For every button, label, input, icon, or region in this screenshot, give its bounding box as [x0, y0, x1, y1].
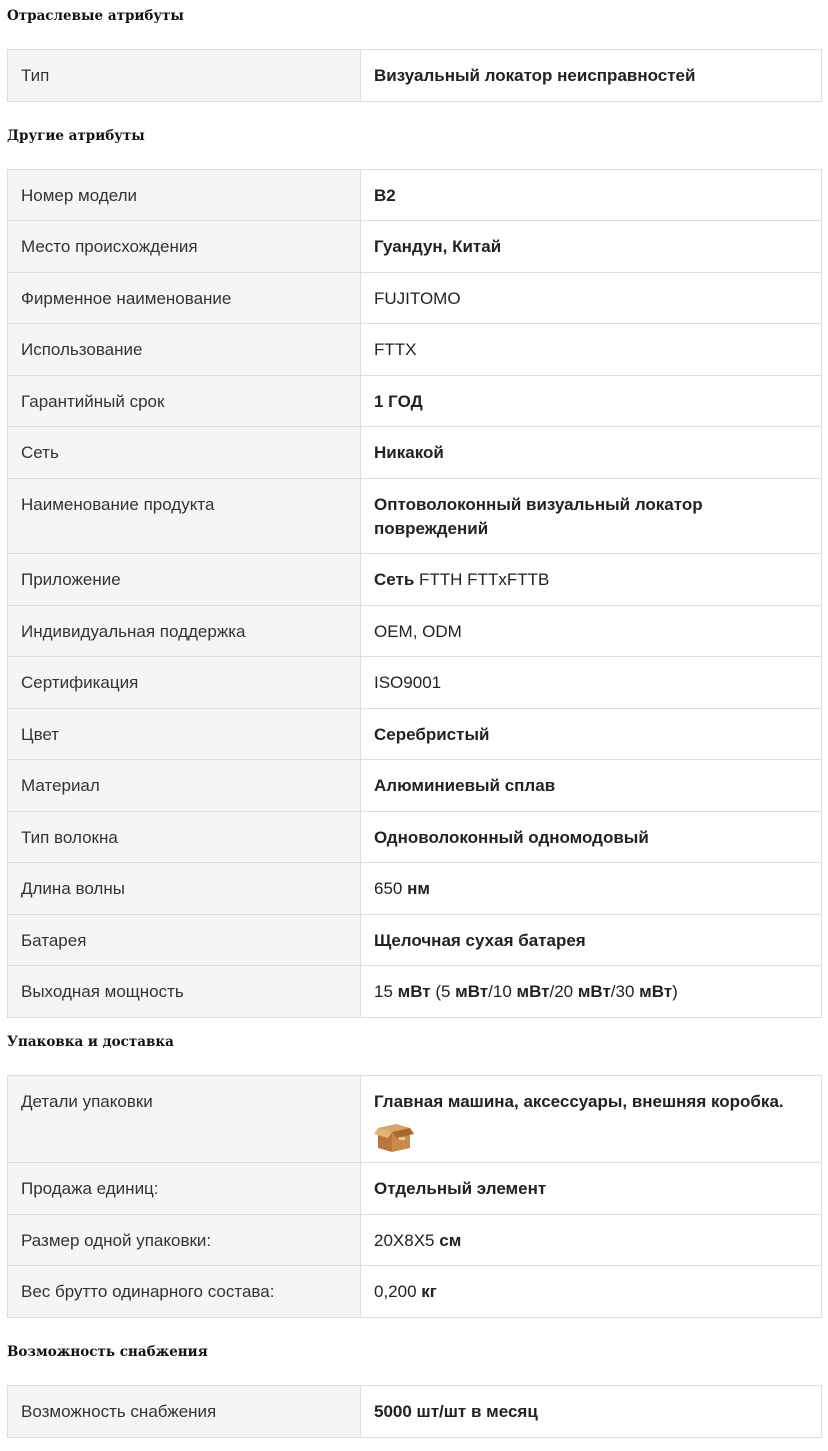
- attr-key: Детали упаковки: [8, 1076, 361, 1163]
- table-row: [8, 170, 822, 221]
- table-row: [8, 863, 822, 915]
- attr-key: Вес брутто одинарного состава:: [8, 1266, 361, 1318]
- table-row: [8, 221, 822, 273]
- value-part: /30: [610, 982, 640, 1001]
- attr-key: Сертификация: [8, 657, 361, 709]
- table-row: [8, 1163, 822, 1215]
- table-row: [8, 1215, 822, 1266]
- attr-key: Сеть: [8, 427, 361, 479]
- attr-value: Отдельный элемент: [361, 1163, 822, 1215]
- packaging-details-text: Главная машина, аксессуары, внешняя коробка.: [374, 1092, 784, 1111]
- attr-key: Тип: [8, 50, 361, 102]
- table-row: [8, 606, 822, 657]
- section-title-packaging: Упаковка и доставка: [7, 1034, 174, 1050]
- value-unit: мВт: [516, 982, 550, 1001]
- attr-key: Фирменное наименование: [8, 273, 361, 324]
- table-row: [8, 273, 822, 324]
- attr-value: OEM, ODM: [361, 606, 822, 657]
- table-row: [8, 915, 822, 966]
- value-unit: мВт: [455, 982, 489, 1001]
- table-row: [8, 427, 822, 479]
- value-part: (5: [430, 982, 456, 1001]
- attr-value: Одноволоконный одномодовый: [361, 812, 822, 863]
- value-part: /20: [549, 982, 578, 1001]
- attr-value: B2: [361, 170, 822, 221]
- table-row: [8, 50, 822, 102]
- attr-key: Цвет: [8, 709, 361, 760]
- packaging-attributes-table: [7, 1075, 822, 1318]
- section-title-other: Другие атрибуты: [7, 128, 145, 144]
- attr-key: Батарея: [8, 915, 361, 966]
- attr-value: Оптоволоконный визуальный локатор повреждений: [361, 479, 822, 554]
- other-attributes-table: [7, 169, 822, 1018]
- attr-key: Продажа единиц:: [8, 1163, 361, 1215]
- value-unit: кг: [421, 1282, 437, 1301]
- value-rest-part: FTTH FTTxFTTB: [414, 570, 550, 589]
- table-row: [8, 966, 822, 1018]
- table-row: [8, 812, 822, 863]
- value-part: 15: [374, 982, 398, 1001]
- table-row: [8, 1386, 822, 1438]
- attr-key: Место происхождения: [8, 221, 361, 273]
- attr-value: Щелочная сухая батарея: [361, 915, 822, 966]
- attr-value: FTTX: [361, 324, 822, 376]
- value-bold-part: Сеть: [374, 570, 415, 589]
- table-row: [8, 1076, 822, 1163]
- cardboard-box-icon: [374, 1118, 414, 1154]
- attr-key: Тип волокна: [8, 812, 361, 863]
- attr-key: Приложение: [8, 554, 361, 606]
- section-title-supply: Возможность снабжения: [7, 1344, 208, 1360]
- table-row: [8, 324, 822, 376]
- section-title-industry: Отраслевые атрибуты: [7, 8, 184, 24]
- attr-value: Визуальный локатор неисправностей: [361, 50, 822, 102]
- value-unit: нм: [407, 879, 430, 898]
- attr-key: Использование: [8, 324, 361, 376]
- value-number: 20X8X5: [374, 1231, 440, 1250]
- value-part: ): [672, 982, 678, 1001]
- table-row: [8, 1266, 822, 1318]
- supply-attributes-table: [7, 1385, 822, 1438]
- attr-value: Серебристый: [361, 709, 822, 760]
- table-row: [8, 657, 822, 709]
- value-number: 650: [374, 879, 408, 898]
- attr-value: Гуандун, Китай: [361, 221, 822, 273]
- attr-key: Возможность снабжения: [8, 1386, 361, 1438]
- value-unit: мВт: [397, 982, 431, 1001]
- attr-value: [361, 1266, 822, 1318]
- attr-value: [361, 1215, 822, 1266]
- attr-value: [361, 966, 822, 1018]
- value-unit: см: [439, 1231, 462, 1250]
- table-row: [8, 554, 822, 606]
- attr-value: [361, 554, 822, 606]
- attr-value: [361, 863, 822, 915]
- value-part: /10: [488, 982, 517, 1001]
- attr-value: 1 ГОД: [361, 376, 822, 427]
- attr-key: Индивидуальная поддержка: [8, 606, 361, 657]
- table-row: [8, 479, 822, 554]
- table-row: [8, 376, 822, 427]
- table-row: [8, 760, 822, 812]
- attr-key: Длина волны: [8, 863, 361, 915]
- attr-value: ISO9001: [361, 657, 822, 709]
- attr-value: Алюминиевый сплав: [361, 760, 822, 812]
- attr-key: Размер одной упаковки:: [8, 1215, 361, 1266]
- attr-value: [361, 1076, 822, 1163]
- table-row: [8, 709, 822, 760]
- attr-key: Выходная мощность: [8, 966, 361, 1018]
- value-unit: мВт: [639, 982, 673, 1001]
- attr-key: Наименование продукта: [8, 479, 361, 554]
- attr-key: Гарантийный срок: [8, 376, 361, 427]
- value-unit: мВт: [577, 982, 611, 1001]
- attr-key: Материал: [8, 760, 361, 812]
- attr-key: Номер модели: [8, 170, 361, 221]
- industry-attributes-table: [7, 49, 822, 102]
- attr-value: Никакой: [361, 427, 822, 479]
- attr-value: FUJITOMO: [361, 273, 822, 324]
- value-number: 0,200: [374, 1282, 422, 1301]
- attr-value: 5000 шт/шт в месяц: [361, 1386, 822, 1438]
